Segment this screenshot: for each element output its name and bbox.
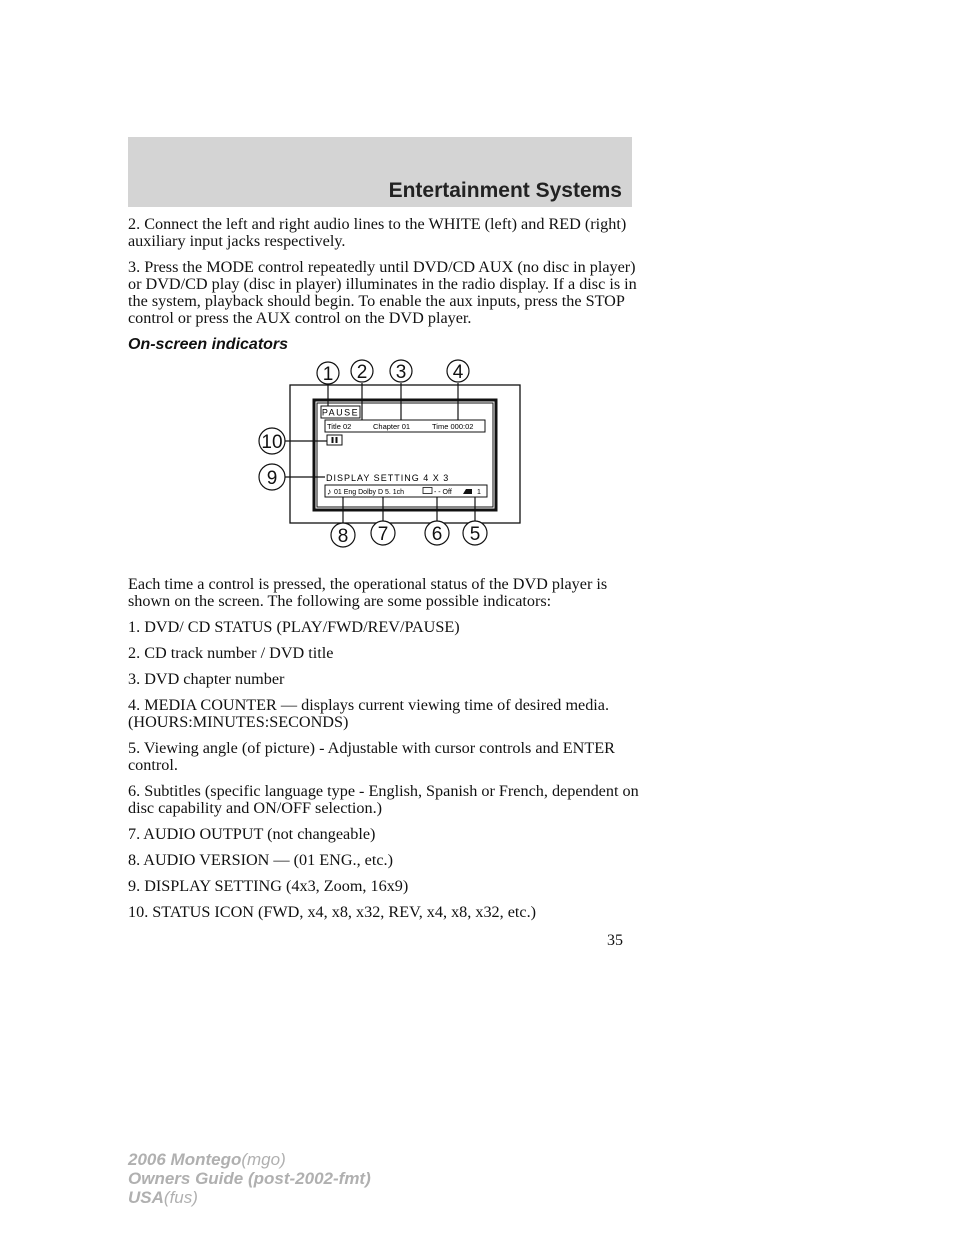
paragraph-step-3: 3. Press the MODE control repeatedly until DVD/CD AUX (no disc in player) or DVD/CD play (disc in player) illuminates in the radio display. If a disc is in the system, playback should begin. To enable the aux inputs, press the STOP control or press the AUX control on the DVD player.: [128, 258, 637, 327]
osd-chapter-text: Chapter 01: [373, 422, 411, 431]
indicator-list: [128, 619, 648, 921]
header-band: [128, 137, 632, 207]
section-title: Entertainment Systems: [388, 179, 622, 202]
paragraph-step-2: 2. Connect the left and right audio lines to the WHITE (left) and RED (right) auxiliary input jacks respectively.: [128, 215, 627, 250]
callout-2-label: 2: [356, 362, 368, 383]
callout-4-label: 4: [452, 362, 464, 383]
list-item: 9. DISPLAY SETTING (4x3, Zoom, 16x9): [128, 877, 409, 895]
callout-9-label: 9: [266, 468, 278, 489]
callout-8-label: 8: [337, 526, 349, 547]
footer-guide: Owners Guide (post-2002-fmt): [128, 1169, 371, 1188]
footer-market: USA: [128, 1188, 164, 1207]
list-item: 4. MEDIA COUNTER — displays current viewing time of desired media. (HOURS:MINUTES:SECONDS): [128, 696, 610, 731]
callout-6-label: 6: [431, 524, 443, 545]
osd-display-setting-text: DISPLAY SETTING 4 X 3: [326, 473, 450, 483]
osd-title-text: Title 02: [327, 422, 352, 431]
subtitle-icon: [423, 488, 432, 494]
document-footer: [128, 1150, 371, 1207]
osd-diagram-svg: [128, 355, 648, 570]
osd-status-text: PAUSE: [321, 407, 360, 418]
status-pause-icon: [327, 435, 342, 445]
footer-market-code: (fus): [163, 1188, 198, 1207]
list-item: 6. Subtitles (specific language type - English, Spanish or French, dependent on disc capability and ON/OFF selection.): [128, 782, 639, 817]
osd-subtitle-text: - - Off: [434, 489, 452, 496]
list-item: 10. STATUS ICON (FWD, x4, x8, x32, REV, x4, x8, x32, etc.): [128, 903, 537, 921]
osd-time-text: Time 000:02: [432, 422, 474, 431]
callout-3-label: 3: [395, 362, 407, 383]
on-screen-indicators-diagram: [128, 355, 648, 570]
footer-model: 2006 Montego: [128, 1150, 242, 1169]
list-item: 5. Viewing angle (of picture) - Adjustable with cursor controls and ENTER control.: [128, 739, 615, 774]
list-item: 7. AUDIO OUTPUT (not changeable): [128, 825, 376, 843]
osd-angle-text: 1: [477, 489, 481, 496]
list-item: 8. AUDIO VERSION — (01 ENG., etc.): [128, 851, 393, 869]
music-note-icon: ♪: [327, 486, 332, 497]
list-item: 1. DVD/ CD STATUS (PLAY/FWD/REV/PAUSE): [128, 618, 460, 636]
subheading: On-screen indicators: [128, 336, 289, 353]
page-content: [128, 216, 648, 930]
list-item: 3. DVD chapter number: [128, 670, 285, 688]
indicators-intro: Each time a control is pressed, the operational status of the DVD player is shown on the screen. The following are some possible indicators:: [128, 575, 608, 610]
callout-1-label: 1: [322, 364, 334, 385]
list-item: 2. CD track number / DVD title: [128, 644, 334, 662]
callout-10-label: 10: [261, 432, 283, 453]
footer-model-code: (mgo): [241, 1150, 286, 1169]
callout-5-label: 5: [469, 524, 481, 545]
osd-audio-text: 01 Eng Dolby D 5. 1ch: [334, 489, 405, 496]
callout-7-label: 7: [377, 524, 389, 545]
page-number: 35: [607, 932, 623, 949]
